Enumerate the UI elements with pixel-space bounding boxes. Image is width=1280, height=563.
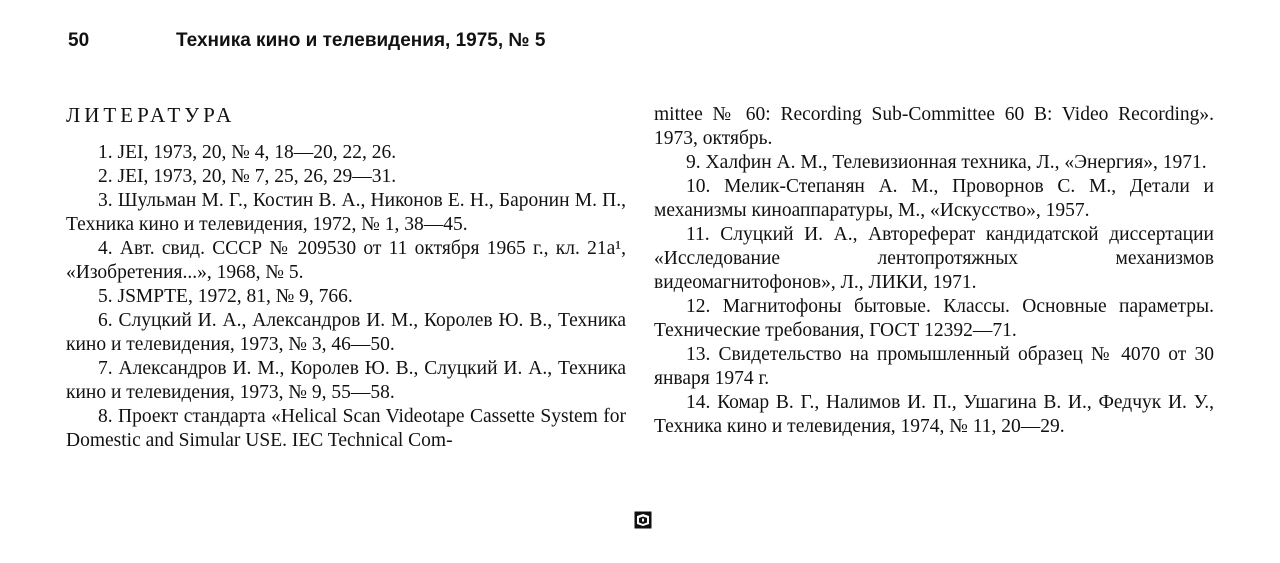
reference-item-5: 5. JSMPTE, 1972, 81, № 9, 766. (98, 286, 353, 307)
reference-item-4: 4. Авт. свид. СССР № 209530 от 11 октября 1965 г., кл. 21а¹, «Изобретения...», 1968, № 5. (66, 238, 626, 283)
reference-item-6: 6. Слуцкий И. А., Александров И. М., Королев Ю. В., Техника кино и телевидения, 1973, № 3, 46—50. (66, 310, 626, 355)
journal-title: Техника кино и телевидения, 1975, № 5 (176, 30, 546, 51)
end-of-article-mark-icon (634, 511, 652, 529)
reference-item-10: 10. Мелик-Степанян А. М., Проворнов С. М., Детали и механизмы киноаппаратуры, М., «Искусство», 1957. (654, 176, 1214, 221)
reference-item-8-continuation: mittee № 60: Recording Sub-Committee 60 B: Video Recording». 1973, октябрь. (654, 104, 1214, 149)
reference-item-1: 1. JEI, 1973, 20, № 4, 18—20, 22, 26. (98, 142, 397, 163)
reference-item-13: 13. Свидетельство на промышленный образец № 4070 от 30 января 1974 г. (654, 344, 1214, 389)
page-number: 50 (68, 30, 90, 51)
reference-item-3: 3. Шульман М. Г., Костин В. А., Никонов Е. Н., Баронин М. П., Техника кино и телевидения, 1972, № 1, 38—45. (66, 190, 626, 235)
right-column (654, 103, 1214, 439)
left-column (66, 103, 626, 453)
reference-item-8: 8. Проект стандарта «Helical Scan Videotape Cassette System for Domestic and Simular USE. IEC Technical Com- (66, 406, 626, 451)
reference-item-9: 9. Халфин А. М., Телевизионная техника, Л., «Энергия», 1971. (686, 152, 1207, 173)
reference-item-7: 7. Александров И. М., Королев Ю. В., Слуцкий И. А., Техника кино и телевидения, 1973, № 9, 55—58. (66, 358, 626, 403)
reference-item-14: 14. Комар В. Г., Налимов И. П., Ушагина В. И., Федчук И. У., Техника кино и телевидения, 1974, № 11, 20—29. (654, 392, 1214, 437)
section-heading: ЛИТЕРАТУРА (66, 103, 236, 127)
reference-item-12: 12. Магнитофоны бытовые. Классы. Основные параметры. Технические требования, ГОСТ 12392—71. (654, 296, 1214, 341)
running-head (68, 30, 545, 52)
reference-item-2: 2. JEI, 1973, 20, № 7, 25, 26, 29—31. (98, 166, 397, 187)
reference-item-11: 11. Слуцкий И. А., Автореферат кандидатской диссертации «Исследование лентопротяжных механизмов видеомагнитофонов», Л., ЛИКИ, 1971. (654, 224, 1214, 293)
